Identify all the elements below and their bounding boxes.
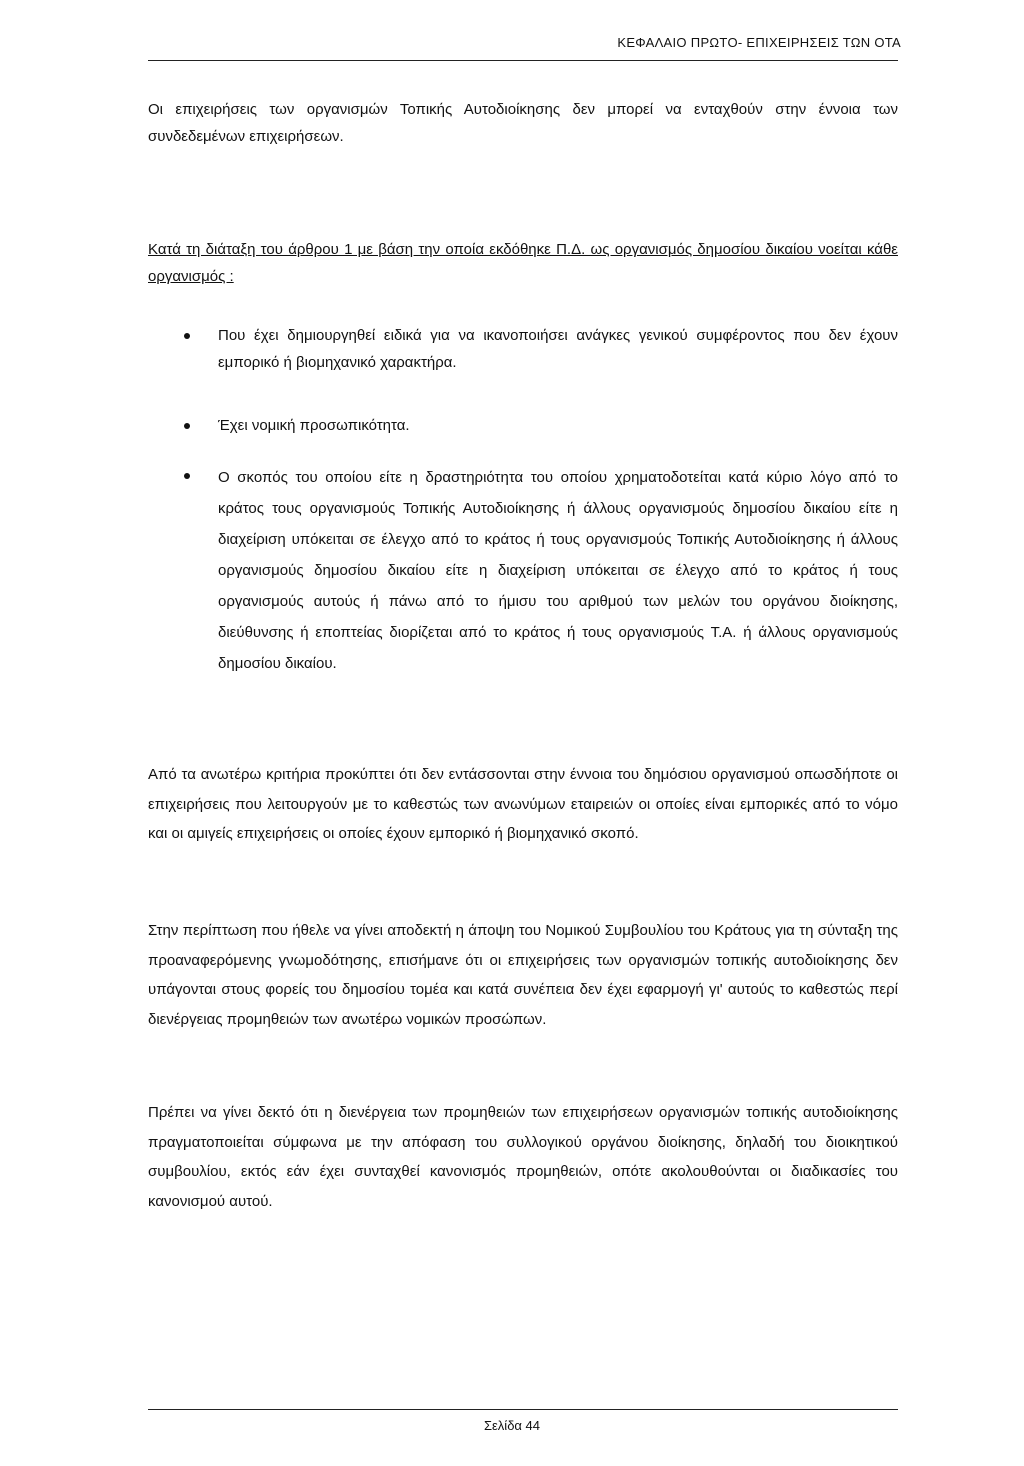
- bullet-list-2: [148, 412, 898, 439]
- list-item-text: Που έχει δημιουργηθεί ειδικά για να ικανοποιήσει ανάγκες γενικού συμφέροντος που δεν έχουν εμπορικό ή βιομηχανικό χαρακτήρα.: [218, 327, 898, 371]
- list-item: [148, 412, 898, 439]
- bullet-icon: [184, 473, 190, 479]
- bullet-icon: [184, 333, 190, 339]
- list-item-text: Έχει νομική προσωπικότητα.: [218, 417, 410, 434]
- list-item: [148, 322, 898, 376]
- paragraph-3: Από τα ανωτέρω κριτήρια προκύπτει ότι δεν εντάσσονται στην έννοια του δημόσιου οργανισμού οπωσδήποτε οι επιχειρήσεις που λειτουργούν με το καθεστώς των ανωνύμων εταιρειών οι οποίες είναι εμπορικές από το νόμο και οι αμιγείς επιχειρήσεις οι οποίες έχουν εμπορικό ή βιομηχανικό σκοπό.: [148, 766, 898, 843]
- running-header: ΚΕΦΑΛΑΙΟ ΠΡΩΤΟ- ΕΠΙΧΕΙΡΗΣΕΙΣ ΤΩΝ ΟΤΑ: [617, 35, 901, 50]
- header-rule: [148, 60, 898, 61]
- paragraph-4: Στην περίπτωση που ήθελε να γίνει αποδεκτή η άποψη του Νομικού Συμβουλίου του Κράτους για τη σύνταξη της προαναφερόμενης γνωμοδότησης, επισήμανε ότι οι επιχειρήσεις των οργανισμών τοπικής αυτοδιοίκησης δεν υπάγονται στους φορείς του δημοσίου τομέα και κατά συνέπεια δεν έχει εφαρμογή γι' αυτούς το καθεστώς περί διενέργειας προμηθειών των ανωτέρω νομικών προσώπων.: [148, 922, 898, 1028]
- footer-rule: [148, 1409, 898, 1410]
- paragraph-5: Πρέπει να γίνει δεκτό ότι η διενέργεια των προμηθειών των επιχειρήσεων οργανισμών τοπικής αυτοδιοίκησης πραγματοποιείται σύμφωνα με την απόφαση του συλλογικού οργάνου διοίκησης, δηλαδή του διοικητικού συμβουλίου, εκτός εάν έχει συνταχθεί κανονισμός προμηθειών, οπότε ακολουθούνται οι διαδικασίες του κανονισμού αυτού.: [148, 1104, 898, 1210]
- bullet-icon: [184, 423, 190, 429]
- list-item-text: Ο σκοπός του οποίου είτε η δραστηριότητα του οποίου χρηματοδοτείται κατά κύριο λόγο από το κράτος τους οργανισμούς Τοπικής Αυτοδιοίκησης ή άλλους οργανισμούς δημοσίου δικαίου είτε η διαχείριση υπόκειται σε έλεγχο από το κράτος ή τους οργανισμούς Τοπικής Αυτοδιοίκησης ή άλλους οργανισμούς δημοσίου δικαίου είτε η διαχείριση υπόκειται σε έλεγχο από το κράτος ή τους οργανισμούς αυτούς ή πάνω από το ήμισυ του αριθμού των μελών του οργάνου διοίκησης, διεύθυνσης ή εποπτείας διορίζεται από το κράτος ή τους οργανισμούς Τ.Α. ή άλλους οργανισμούς δημοσίου δικαίου.: [218, 469, 898, 673]
- paragraph-1: Οι επιχειρήσεις των οργανισμών Τοπικής Αυτοδιοίκησης δεν μπορεί να ενταχθούν στην έννοια των συνδεδεμένων επιχειρήσεων.: [148, 101, 898, 145]
- list-item: [148, 462, 898, 679]
- bullet-list-1: [148, 322, 898, 376]
- page-number: Σελίδα 44: [483, 1418, 541, 1433]
- paragraph-2-underlined: Κατά τη διάταξη του άρθρου 1 με βάση την οποία εκδόθηκε Π.Δ. ως οργανισμός δημοσίου δικαίου νοείται κάθε οργανισμός :: [148, 241, 898, 285]
- bullet-list-3: [148, 462, 898, 679]
